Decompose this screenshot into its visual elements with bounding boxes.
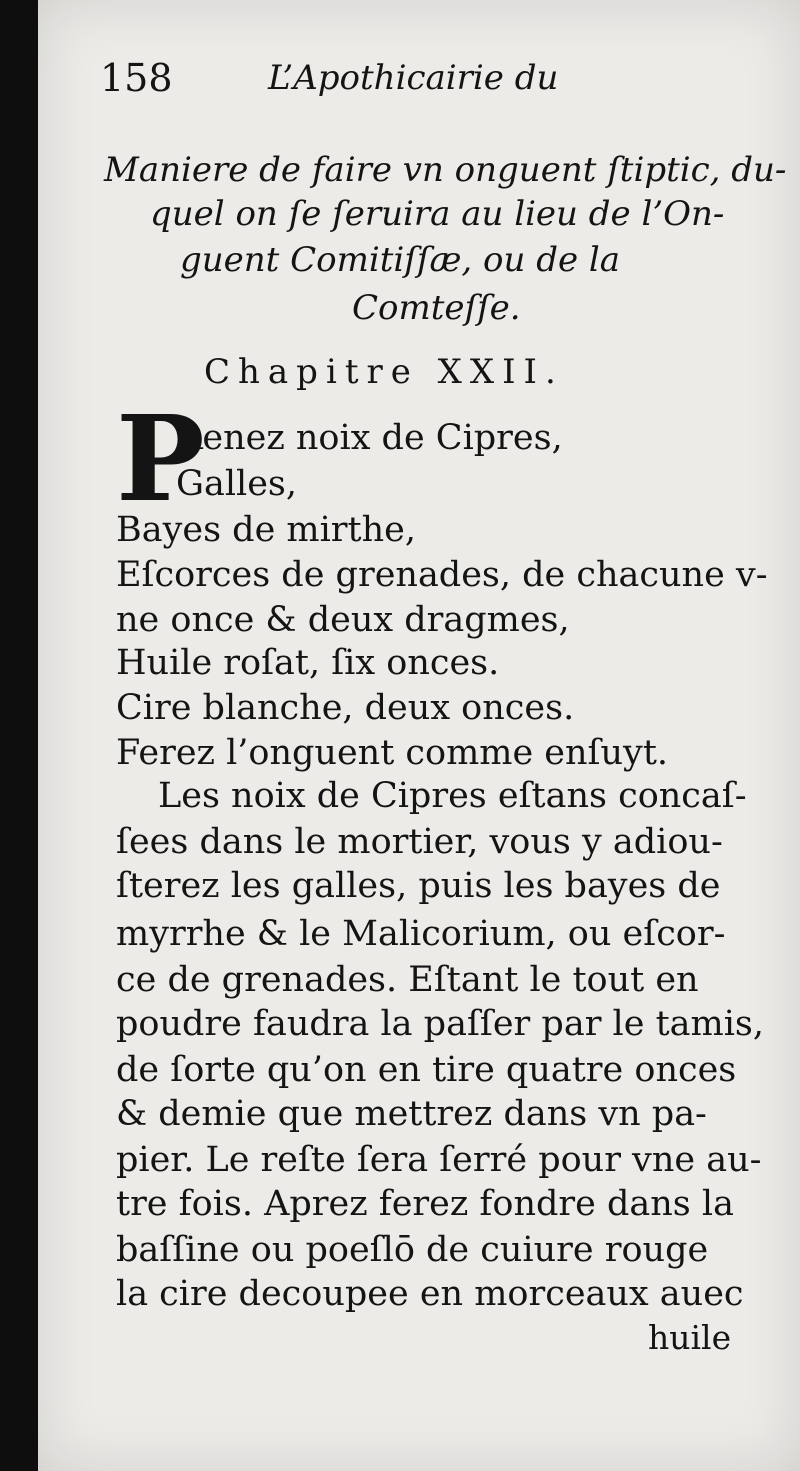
body-text-line: de ſorte qu’on en tire quatre onces [116, 1050, 737, 1090]
body-text-line: tre fois. Aprez ferez fondre dans la [116, 1184, 734, 1224]
page-number: 158 [100, 56, 173, 100]
catchword: huile [648, 1318, 732, 1357]
body-text-line: Cire blanche, deux onces. [116, 688, 575, 728]
body-text-line: Ferez l’onguent comme enſuyt. [116, 733, 669, 773]
body-text-line: Renez noix de Cipres, [176, 418, 563, 458]
section-title-line: quel on ſe ſeruira au lieu de l’On- [150, 194, 725, 234]
body-text-line: ſees dans le mortier, vous y adiou- [116, 822, 723, 862]
section-title-line: guent Comitiſſæ, ou de la [180, 240, 621, 280]
running-head: L’Apothicairie du [268, 58, 559, 98]
body-text-line: Huile roſat, ſix onces. [116, 643, 500, 683]
body-text-line: pier. Le reſte ſera ſerré pour vne au- [116, 1140, 762, 1180]
body-text-line: la cire decoupee en morceaux auec [116, 1274, 744, 1314]
body-text-line: ce de grenades. Eſtant le tout en [116, 960, 699, 1000]
section-title-line: Maniere de faire vn onguent ſtiptic, du- [104, 150, 787, 190]
body-text-line: Les noix de Cipres eſtans concaſ- [158, 776, 747, 816]
body-text-line: ne once & deux dragmes, [116, 600, 570, 640]
section-title-line: Comteſſe. [352, 288, 521, 328]
body-text-line: Bayes de mirthe, [116, 510, 416, 550]
chapter-heading: Chapitre XXII. [204, 352, 564, 392]
drop-cap-initial: P [116, 389, 205, 528]
body-text-line: Eſcorces de grenades, de chacune v- [116, 555, 768, 595]
body-text-line: poudre faudra la paſſer par le tamis, [116, 1004, 764, 1044]
body-text-line: myrrhe & le Malicorium, ou eſcor- [116, 914, 726, 954]
book-gutter-shadow [0, 0, 38, 1471]
body-text-line: ſterez les galles, puis les bayes de [116, 866, 721, 906]
body-text-line: Galles, [176, 464, 298, 504]
body-text-line: & demie que mettrez dans vn pa- [116, 1094, 707, 1134]
body-text-line: baſſine ou poeſlō de cuiure rouge [116, 1230, 709, 1270]
